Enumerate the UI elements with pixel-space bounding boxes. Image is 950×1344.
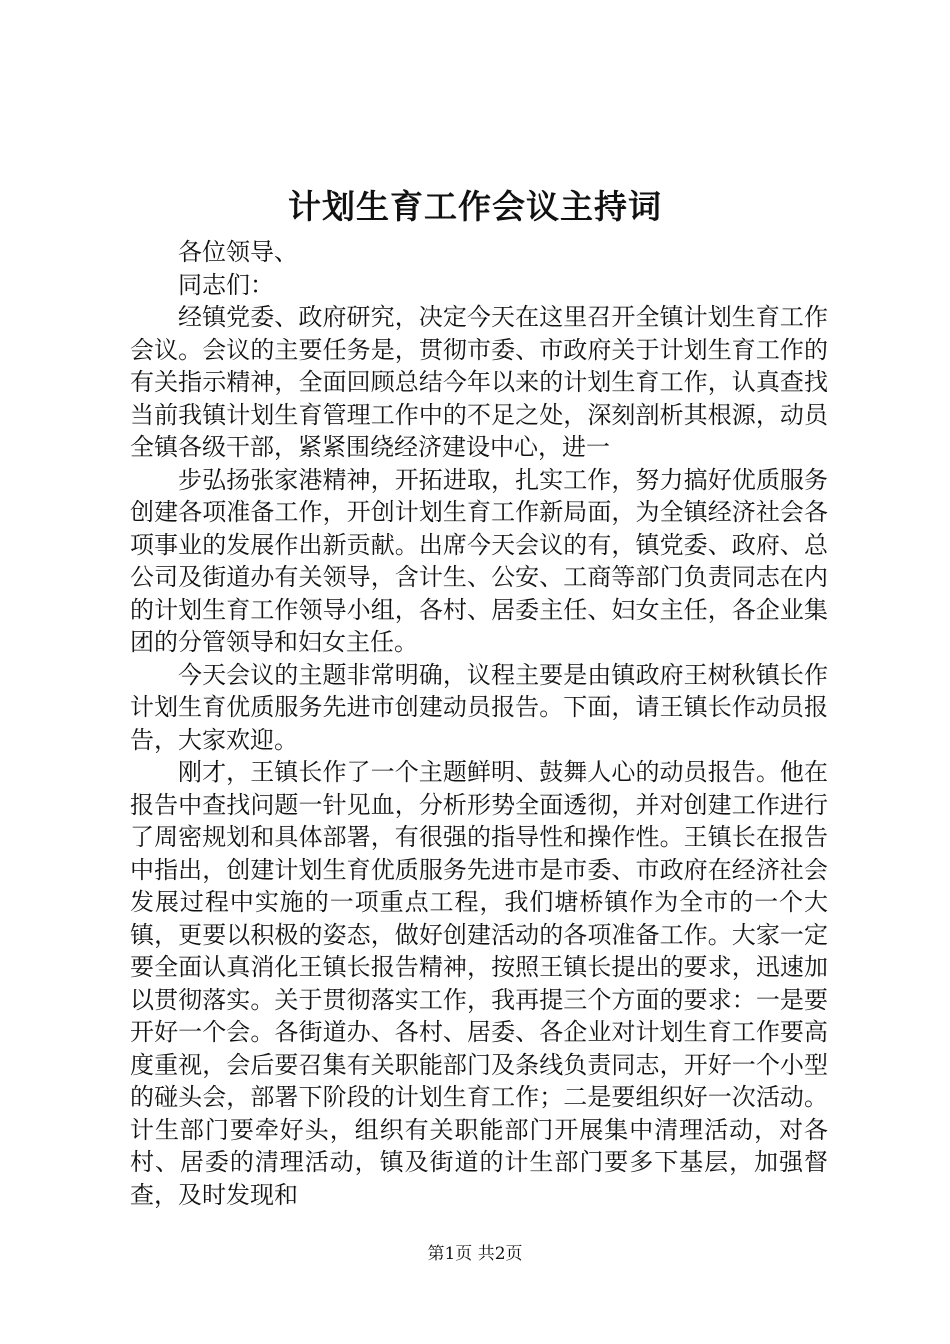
document-body [130, 236, 828, 1211]
body-paragraph: 经镇党委、政府研究，决定今天在这里召开全镇计划生育工作会议。会议的主要任务是，贯彻市委、市政府关于计划生育工作的有关指示精神，全面回顾总结今年以来的计划生育工作，认真查找当前我镇计划生育管理工作中的不足之处，深刻剖析其根源，动员全镇各级干部，紧紧围绕经济建设中心，进一 [130, 303, 828, 461]
page-number: 第1页 共2页 [427, 1244, 523, 1264]
salutation-line: 同志们： [178, 270, 274, 299]
body-paragraph: 今天会议的主题非常明确，议程主要是由镇政府王树秋镇长作计划生育优质服务先进市创建动员报告。下面，请王镇长作动员报告，大家欢迎。 [130, 660, 828, 754]
document-title: 计划生育工作会议主持词 [288, 187, 662, 226]
salutation-line: 各位领导、 [178, 238, 298, 266]
body-paragraph: 步弘扬张家港精神，开拓进取，扎实工作，努力搞好优质服务创建各项准备工作，开创计划生育工作新局面，为全镇经济社会各项事业的发展作出新贡献。出席今天会议的有，镇党委、政府、总公司及街道办有关领导，含计生、公安、工商等部门负责同志在内的计划生育工作领导小组，各村、居委主任、妇女主任，各企业集团的分管领导和妇女主任。 [130, 465, 828, 656]
body-paragraph: 刚才，王镇长作了一个主题鲜明、鼓舞人心的动员报告。他在报告中查找问题一针见血，分析形势全面透彻，并对创建工作进行了周密规划和具体部署，有很强的指导性和操作性。王镇长在报告中指出，创建计划生育优质服务先进市是市委、市政府在经济社会发展过程中实施的一项重点工程，我们塘桥镇作为全市的一个大镇，更要以积极的姿态，做好创建活动的各项准备工作。大家一定要全面认真消化王镇长报告精神，按照王镇长提出的要求，迅速加以贯彻落实。关于贯彻落实工作，我再提三个方面的要求：一是要开好一个会。各街道办、各村、居委、各企业对计划生育工作要高度重视，会后要召集有关职能部门及条线负责同志，开好一个小型的碰头会，部署下阶段的计划生育工作；二是要组织好一次活动。计生部门要牵好头，组织有关职能部门开展集中清理活动，对各村、居委的清理活动，镇及街道的计生部门要多下基层，加强督查，及时发现和 [130, 758, 828, 1209]
